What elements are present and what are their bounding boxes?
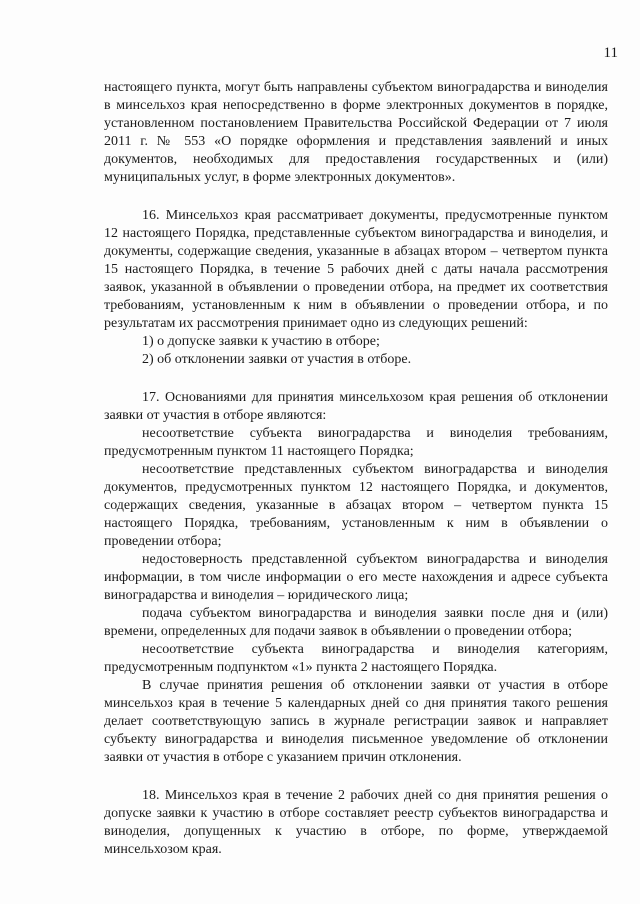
list-item-decision-2: 2) об отклонении заявки от участия в отборе. (142, 352, 412, 367)
list-item-ground-1: несоответствие субъекта виноградарства и виноделия требованиям, предусмотренным пунктом 11 настоящего Порядка; (104, 426, 608, 459)
paragraph-continuation: настоящего пункта, могут быть направлены субъектом виноградарства и виноделия в минсельхоз края непосредственно в форме электронных документов в порядке, установленном постановлением Правительства Российской Федерации от 7 июля 2011 г. № 553 «О порядке оформления и представления заявлений и иных документов, необходимых для предоставления государственных и (или) муниципальных услуг, в форме электронных документов». (104, 80, 608, 185)
page-number: 11 (603, 45, 618, 61)
document-body (104, 79, 608, 859)
list-item-ground-3: недостоверность представленной субъектом виноградарства и виноделия информации, в том числе информации о его месте нахождения и адресе субъекта виноградарства и виноделия – юридического лица; (104, 552, 608, 603)
list-item-ground-5: несоответствие субъекта виноградарства и виноделия категориям, предусмотренным подпунктом «1» пункта 2 настоящего Порядка. (104, 642, 608, 675)
paragraph-clause-18: 18. Минсельхоз края в течение 2 рабочих дней со дня принятия решения о допуске заявки к участию в отборе составляет реестр субъектов виноградарства и виноделия, допущенных к участию в отборе, по форме, утверждаемой минсельхозом края. (104, 788, 608, 857)
list-item-ground-2: несоответствие представленных субъектом виноградарства и виноделия документов, предусмотренных пунктом 12 настоящего Порядка, и документов, содержащих сведения, указанные в абзацах втором – четвертом пункта 15 настоящего Порядка, требованиям, установленным к ним в объявлении о проведении отбора; (104, 462, 608, 549)
list-item-decision-1: 1) о допуске заявки к участию в отборе; (142, 334, 380, 349)
paragraph-clause-17: 17. Основаниями для принятия минсельхозом края решения об отклонении заявки от участия в отборе являются: (104, 390, 608, 423)
paragraph-rejection-notice: В случае принятия решения об отклонении заявки от участия в отборе минсельхоз края в течение 5 календарных дней со дня принятия такого решения делает соответствующую запись в журнале регистрации заявок и направляет субъекту виноградарства и виноделия письменное уведомление об отклонении заявки от участия в отборе с указанием причин отклонения. (104, 678, 608, 765)
list-item-ground-4: подача субъектом виноградарства и виноделия заявки после дня и (или) времени, определенных для подачи заявок в объявлении о проведении отбора; (104, 606, 608, 639)
paragraph-clause-16: 16. Минсельхоз края рассматривает документы, предусмотренные пунктом 12 настоящего Порядка, представленные субъектом виноградарства и виноделия, и документы, содержащие сведения, указанные в абзацах втором – четвертом пункта 15 настоящего Порядка, в течение 5 рабочих дней с даты начала рассмотрения заявок, указанной в объявлении о проведении отбора, на предмет их соответствия требованиям, установленным к ним в объявлении о проведении отбора, и по результатам их рассмотрения принимает одно из следующих решений: (104, 208, 608, 331)
